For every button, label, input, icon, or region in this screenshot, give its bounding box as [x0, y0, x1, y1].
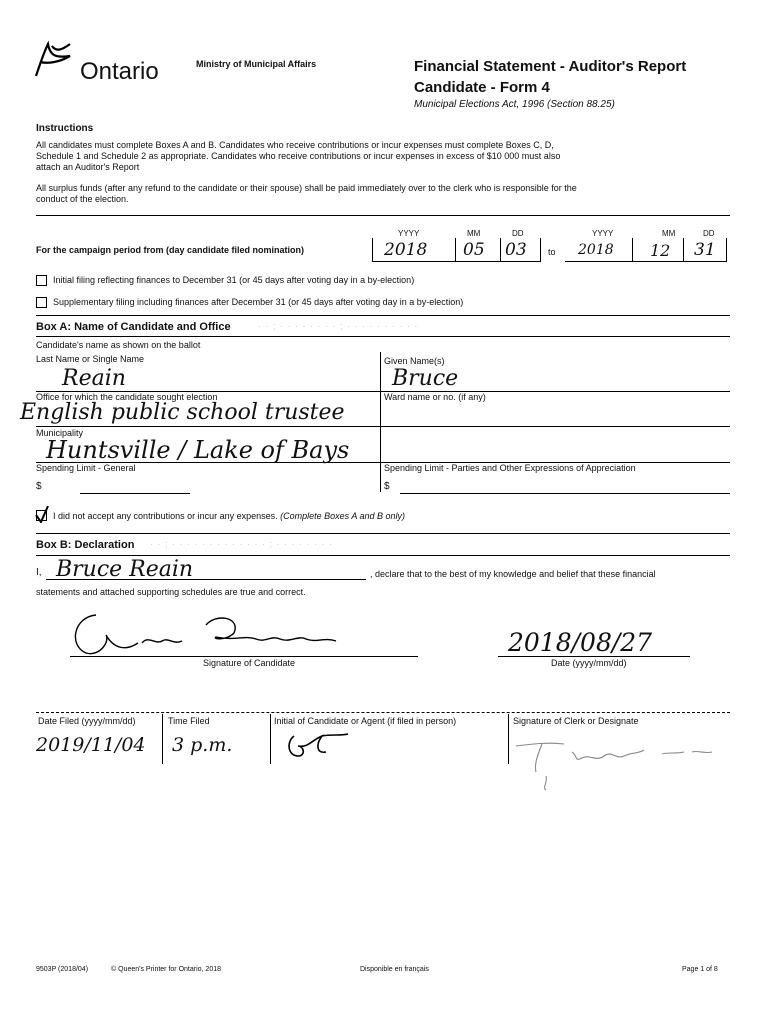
page-number: Page 1 of 8 — [682, 966, 718, 973]
initial-filing-label: Initial filing reflecting finances to December 31 (or 45 days after voting day in a by-election) — [53, 275, 415, 285]
field-border — [683, 238, 684, 262]
field-border — [632, 238, 633, 262]
field-border — [500, 238, 501, 262]
divider — [36, 533, 730, 534]
declaration-date: 2018/08/27 — [508, 628, 653, 657]
signature-line — [70, 656, 418, 657]
from-month: 05 — [463, 240, 485, 260]
ministry-name: Ministry of Municipal Affairs — [196, 59, 317, 69]
form-title-1: Financial Statement - Auditor's Report — [414, 58, 687, 75]
initial-filing-checkbox — [36, 275, 47, 286]
act-reference: Municipal Elections Act, 1996 (Section 88.25) — [414, 99, 615, 110]
period-label: For the campaign period from (day candidate filed nomination) — [36, 245, 305, 255]
initial-signature — [282, 728, 352, 762]
copyright: © Queen's Printer for Ontario, 2018 — [111, 966, 221, 973]
dd-label: DD — [512, 229, 524, 238]
time-filed-value: 3 p.m. — [172, 734, 233, 756]
declarant-name: Bruce Reain — [56, 557, 194, 582]
to-year: 2018 — [578, 242, 614, 258]
field-border — [455, 238, 456, 262]
dd-label: DD — [703, 229, 715, 238]
trillium-icon — [30, 36, 80, 82]
declaration-text: , declare that to the best of my knowledge and belief that these financial — [370, 569, 656, 579]
municipality-value: Huntsville / Lake of Bays — [46, 436, 350, 464]
divider — [36, 555, 730, 556]
from-day: 03 — [505, 240, 527, 260]
spending-general-label: Spending Limit - General — [36, 463, 136, 473]
last-name-value: Reain — [62, 366, 126, 391]
instructions-line: All candidates must complete Boxes A and B. Candidates who receive contributions or incur expenses must complete Boxes C, D, — [36, 140, 554, 150]
column-divider — [508, 714, 509, 764]
declaration-i: I, — [36, 567, 42, 578]
field-border — [540, 238, 541, 262]
instructions-line: conduct of the election. — [36, 194, 129, 204]
field-underline — [46, 579, 366, 580]
instructions-line: attach an Auditor's Report — [36, 162, 140, 172]
no-contributions-note: (Complete Boxes A and B only) — [280, 511, 406, 521]
field-underline — [400, 493, 730, 494]
no-contributions-label — [53, 511, 405, 522]
field-underline — [36, 426, 730, 427]
declaration-text: statements and attached supporting schedules are true and correct. — [36, 587, 306, 597]
clerk-signature-label: Signature of Clerk or Designate — [513, 716, 639, 726]
ontario-logo — [30, 36, 180, 86]
field-underline — [80, 493, 190, 494]
spending-parties-label: Spending Limit - Parties and Other Expressions of Appreciation — [384, 463, 636, 473]
last-name-label: Last Name or Single Name — [36, 354, 145, 364]
instructions-heading: Instructions — [36, 123, 94, 134]
logo-text: Ontario — [80, 58, 159, 85]
given-name-label: Given Name(s) — [384, 356, 445, 366]
form-number: 9503P (2018/04) — [36, 966, 89, 973]
check-mark-icon — [34, 505, 50, 523]
date-line — [498, 656, 690, 657]
from-year: 2018 — [384, 240, 428, 260]
divider — [36, 215, 730, 216]
yyyy-label: YYYY — [592, 229, 614, 238]
field-border — [372, 238, 373, 262]
column-divider — [162, 714, 163, 764]
instructions-line: Schedule 1 and Schedule 2 as appropriate. Candidates who receive contributions or incur expenses in excess of $10 000 must also — [36, 151, 561, 161]
to-day: 31 — [694, 240, 716, 260]
dollar-sign: $ — [36, 481, 42, 492]
time-filed-label: Time Filed — [168, 716, 210, 726]
clerk-signature — [512, 732, 722, 792]
supplementary-filing-checkbox — [36, 297, 47, 308]
date-label: Date (yyyy/mm/dd) — [551, 658, 627, 668]
instructions-text — [36, 140, 736, 205]
given-name-value: Bruce — [392, 366, 459, 391]
date-filed-label: Date Filed (yyyy/mm/dd) — [38, 716, 136, 726]
field-underline — [565, 261, 726, 262]
dollar-sign: $ — [384, 481, 390, 492]
ward-label: Ward name or no. (if any) — [384, 392, 486, 402]
no-contributions-text: I did not accept any contributions or incur any expenses. — [53, 511, 278, 521]
mm-label: MM — [467, 229, 481, 238]
redacted-area: · · ; · · · · · · · · ; · · · · · · · · · · — [258, 321, 419, 331]
field-border — [726, 238, 727, 262]
divider — [36, 712, 730, 713]
column-divider — [270, 714, 271, 764]
to-label: to — [548, 247, 556, 257]
mm-label: MM — [662, 229, 676, 238]
office-label: Office for which the candidate sought election — [36, 392, 218, 402]
date-filed-value: 2019/11/04 — [36, 734, 146, 756]
instructions-line: All surplus funds (after any refund to the candidate or their spouse) shall be paid immediately over to the clerk who is responsible for the — [36, 183, 577, 193]
office-value: English public school trustee — [20, 400, 345, 425]
divider — [36, 315, 730, 316]
initial-label: Initial of Candidate or Agent (if filed in person) — [274, 716, 457, 726]
to-month: 12 — [650, 241, 671, 260]
french-notice: Disponible en français — [360, 966, 429, 973]
supplementary-filing-label: Supplementary filing including finances after December 31 (or 45 days after voting day in a by-election) — [53, 297, 464, 307]
column-divider — [380, 352, 381, 492]
box-b-title: Box B: Declaration — [36, 539, 135, 551]
form-title-2: Candidate - Form 4 — [414, 79, 550, 96]
signature-label: Signature of Candidate — [203, 658, 296, 668]
field-underline — [372, 261, 540, 262]
redacted-area: · · ; · · · · · · · · · · · · · ; · · · · · · · · — [150, 539, 333, 549]
box-a-title: Box A: Name of Candidate and Office — [36, 321, 231, 333]
yyyy-label: YYYY — [398, 229, 420, 238]
municipality-label: Municipality — [36, 428, 84, 438]
candidate-name-note: Candidate's name as shown on the ballot — [36, 340, 201, 350]
divider — [36, 336, 730, 337]
